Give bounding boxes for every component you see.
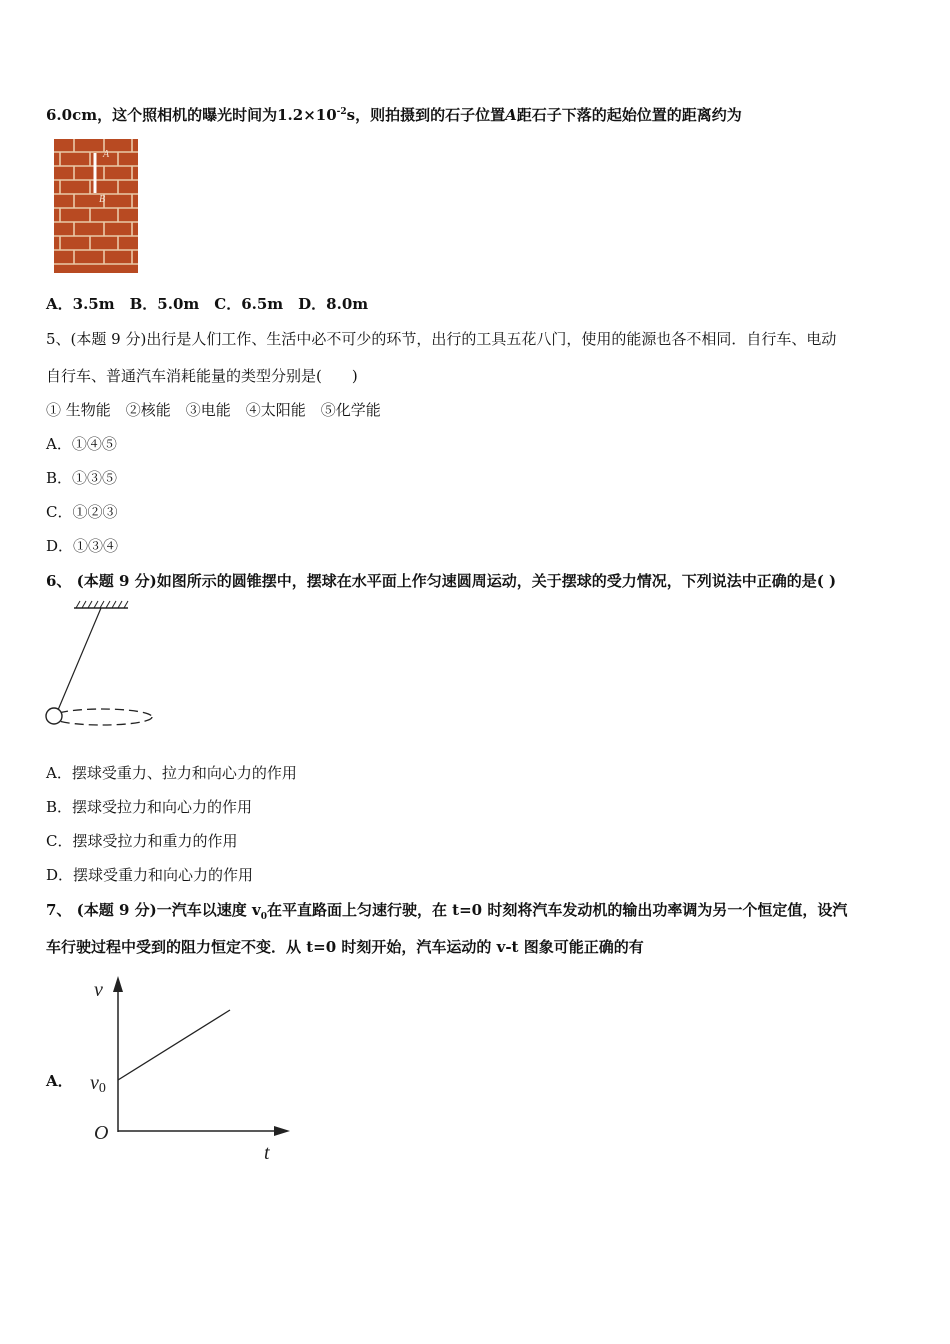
vt-graph-a xyxy=(84,972,304,1167)
q7-option-a-label: A． xyxy=(46,1072,73,1090)
q6-option-c: C．摆球受拉力和重力的作用 xyxy=(46,832,238,850)
q5-option-c: C．①②③ xyxy=(46,503,118,521)
conical-pendulum-figure xyxy=(40,598,160,732)
q6-option-a: A．摆球受重力、拉力和向心力的作用 xyxy=(46,764,297,782)
q4-stem: 6.0cm，这个照相机的曝光时间为$1.2\times 10^{-2}s$，则拍摄到的石子位置A距石子下落的起始位置的距离约为 xyxy=(46,106,742,124)
x-axis-label: t xyxy=(264,1142,270,1164)
q7-stem-line2: 车行驶过程中受到的阻力恒定不变．从 t=0 时刻开始，汽车运动的 v-t 图象可能正确的有 xyxy=(46,938,644,956)
q4-options: A．3.5m B．5.0m C．6.5m D．8.0m xyxy=(46,295,369,313)
y-axis-label: v xyxy=(94,979,103,1001)
q5-stem-line1: 5、(本题 9 分)出行是人们工作、生活中必不可少的环节，出行的工具五花八门，使用的能源也各不相同．自行车、电动 xyxy=(46,330,837,348)
label-a: A xyxy=(103,149,110,160)
circular-path xyxy=(52,709,152,725)
q5-stem-line2: 自行车、普通汽车消耗能量的类型分别是( ) xyxy=(46,367,358,385)
x-axis-arrow xyxy=(274,1126,290,1136)
y-axis-arrow xyxy=(113,976,123,992)
q5-items: ① 生物能 ②核能 ③电能 ④太阳能 ⑤化学能 xyxy=(46,401,381,419)
brick-wall-photo xyxy=(54,139,138,273)
origin-label: O xyxy=(94,1122,109,1144)
q6-option-b: B．摆球受拉力和向心力的作用 xyxy=(46,798,253,816)
pendulum-string xyxy=(58,608,101,710)
q5-option-a: A．①④⑤ xyxy=(46,435,117,453)
q7-stem-line1: 7、 (本题 9 分)一汽车以速度 $v_0$在平直路面上匀速行驶，在 t=0 时刻将汽车发动机的输出功率调为另一个恒定值，设汽 xyxy=(46,901,848,922)
v0-label: v0 xyxy=(90,1072,106,1096)
pendulum-bob xyxy=(46,708,62,724)
q5-option-b: B．①③⑤ xyxy=(46,469,118,487)
q6-option-d: D．摆球受重力和向心力的作用 xyxy=(46,866,254,884)
label-b: B xyxy=(99,194,106,205)
vt-line xyxy=(118,1010,230,1080)
q6-stem: 6、 (本题 9 分)如图所示的圆锥摆中，摆球在水平面上作匀速圆周运动，关于摆球的受力情况，下列说法中正确的是( ) xyxy=(46,572,837,590)
q5-option-d: D．①③④ xyxy=(46,537,119,555)
